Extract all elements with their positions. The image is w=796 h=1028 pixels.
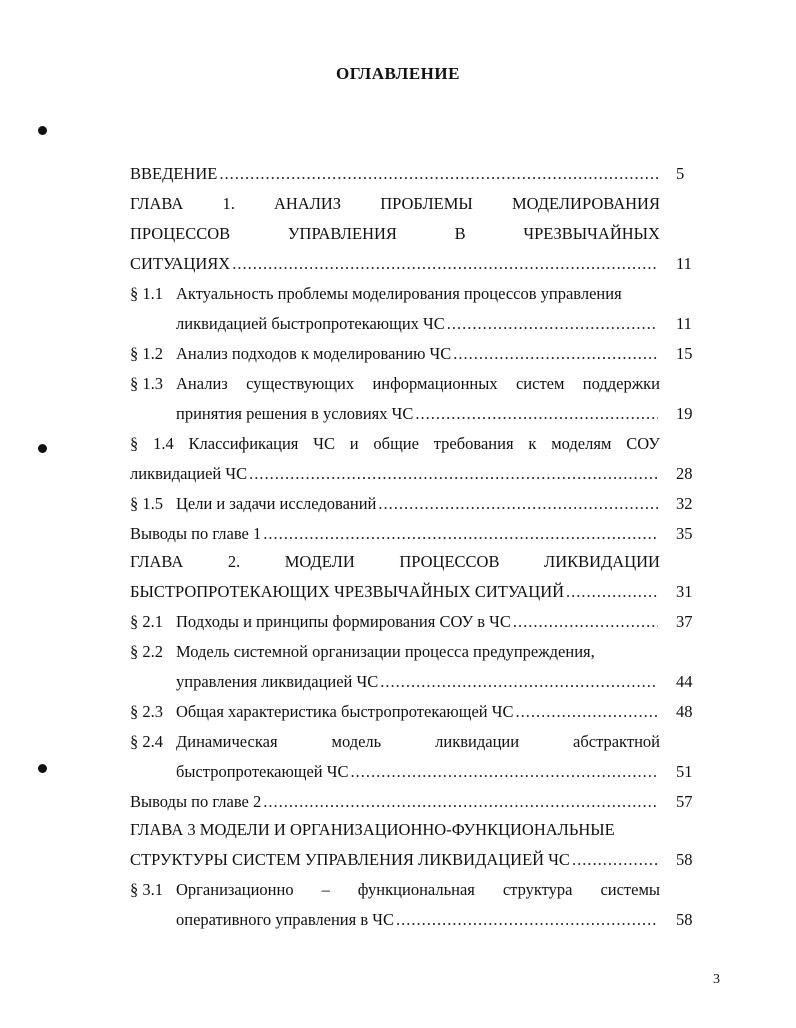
toc-entry-label: Анализ подходов к моделированию ЧС <box>176 344 452 363</box>
page-number: 3 <box>713 972 720 987</box>
toc-word: модель <box>331 732 382 751</box>
toc-entry <box>176 314 660 334</box>
dot-leader <box>232 254 658 274</box>
toc-page-number: 37 <box>676 612 693 631</box>
dot-leader <box>249 464 658 484</box>
dot-leader <box>263 792 658 812</box>
section-number: § 3.1 <box>130 880 163 899</box>
toc-page-number: 48 <box>676 702 693 721</box>
toc-entry-label: Общая характеристика быстропротекающей ЧС <box>176 702 514 721</box>
toc-word: общие <box>373 434 419 453</box>
dot-leader <box>447 314 658 334</box>
toc-word: ПРОБЛЕМЫ <box>380 194 473 213</box>
section-number: § 2.4 <box>130 732 163 751</box>
toc-entry-label: ликвидацией ЧС <box>130 464 248 483</box>
section-number: § 1.1 <box>130 284 163 303</box>
toc-entry-label: быстропротекающей ЧС <box>176 762 349 781</box>
toc-entry <box>176 612 660 632</box>
dot-leader <box>351 762 659 782</box>
toc-word: функциональная <box>357 880 475 899</box>
toc-word: требования <box>433 434 514 453</box>
toc-line-justified <box>130 552 660 572</box>
toc-entry-label: принятия решения в условиях ЧС <box>176 404 414 423</box>
binding-hole-middle <box>38 444 47 453</box>
dot-leader <box>566 582 658 602</box>
toc-entry <box>176 344 660 364</box>
toc-entry <box>130 164 660 184</box>
toc-word: системы <box>600 880 660 899</box>
toc-entry <box>176 702 660 722</box>
toc-word: ГЛАВА <box>130 552 184 571</box>
toc-page-number: 58 <box>676 850 693 869</box>
toc-word: Классификация <box>188 434 299 453</box>
toc-entry-label: Выводы по главе 1 <box>130 524 262 543</box>
toc-page-number: 32 <box>676 494 693 513</box>
toc-page-number: 15 <box>676 344 693 363</box>
toc-entry-label: Актуальность проблемы моделирования процессов управления <box>176 284 622 303</box>
toc-line-justified <box>176 880 660 900</box>
toc-page-number: 31 <box>676 582 693 601</box>
dot-leader <box>453 344 658 364</box>
toc-word: – <box>321 880 330 899</box>
toc-entry-label: ликвидацией быстропротекающих ЧС <box>176 314 445 333</box>
toc-line-justified <box>130 224 660 244</box>
toc-word: Анализ <box>176 374 228 393</box>
binding-hole-top <box>38 126 47 135</box>
toc-line-justified <box>176 732 660 752</box>
toc-page-number: 11 <box>676 314 692 333</box>
toc-word: 2. <box>227 552 241 571</box>
toc-entry <box>130 582 660 602</box>
section-number: § 1.2 <box>130 344 163 363</box>
toc-page-number: 57 <box>676 792 693 811</box>
toc-line-justified <box>176 374 660 394</box>
dot-leader <box>263 524 658 544</box>
toc-word: УПРАВЛЕНИЯ <box>287 224 397 243</box>
toc-word: абстрактной <box>573 732 660 751</box>
toc-entry-label: ВВЕДЕНИЕ <box>130 164 218 183</box>
toc-page-number: 58 <box>676 910 693 929</box>
section-number: § 2.3 <box>130 702 163 721</box>
toc-word: ПРОЦЕССОВ <box>130 224 231 243</box>
toc-entry-label: СТРУКТУРЫ СИСТЕМ УПРАВЛЕНИЯ ЛИКВИДАЦИЕЙ ЧС <box>130 850 570 869</box>
toc-word: ГЛАВА <box>130 194 184 213</box>
dot-leader <box>378 494 658 514</box>
toc-word: и <box>349 434 359 453</box>
section-number: § 1.5 <box>130 494 163 513</box>
toc-word: информационных <box>372 374 498 393</box>
toc-page-number: 44 <box>676 672 693 691</box>
toc-word: В <box>454 224 466 243</box>
toc-word: ЛИКВИДАЦИИ <box>544 552 660 571</box>
toc-entry-label: БЫСТРОПРОТЕКАЮЩИХ ЧРЕЗВЫЧАЙНЫХ СИТУАЦИЙ <box>130 582 565 601</box>
section-number: § 2.1 <box>130 612 163 631</box>
toc-line-justified <box>130 434 660 454</box>
section-number: § 1.3 <box>130 374 163 393</box>
section-number: § 2.2 <box>130 642 163 661</box>
toc-entry <box>130 254 660 274</box>
toc-word: Организационно <box>176 880 294 899</box>
toc-entry-label: СИТУАЦИЯХ <box>130 254 231 273</box>
toc-entry <box>130 464 660 484</box>
toc-entry <box>130 850 660 870</box>
toc-word: ПРОЦЕССОВ <box>399 552 500 571</box>
toc-word: ликвидации <box>435 732 520 751</box>
toc-page-number: 5 <box>676 164 685 183</box>
dot-leader <box>513 612 658 632</box>
dot-leader <box>515 702 658 722</box>
toc-entry-label: Модель системной организации процесса предупреждения, <box>176 642 595 661</box>
toc-word: МОДЕЛИРОВАНИЯ <box>511 194 660 213</box>
toc-word: АНАЛИЗ <box>273 194 342 213</box>
toc-word: 1.4 <box>153 434 174 453</box>
toc-page-number: 28 <box>676 464 693 483</box>
toc-entry <box>176 910 660 930</box>
toc-page-number: 35 <box>676 524 693 543</box>
toc-entry <box>176 762 660 782</box>
dot-leader <box>572 850 658 870</box>
toc-page-number: 11 <box>676 254 692 273</box>
toc-entry-label: оперативного управления в ЧС <box>176 910 394 929</box>
toc-word: к <box>528 434 537 453</box>
toc-entry-label: управления ликвидацией ЧС <box>176 672 379 691</box>
toc-word: поддержки <box>582 374 660 393</box>
toc-word: МОДЕЛИ <box>284 552 355 571</box>
toc-word: моделям <box>551 434 612 453</box>
toc-entry <box>176 672 660 692</box>
toc-word: 1. <box>222 194 235 213</box>
toc-line-justified <box>130 194 660 214</box>
toc-word: систем <box>515 374 565 393</box>
binding-hole-bottom <box>38 764 47 773</box>
toc-entry <box>130 792 660 812</box>
dot-leader <box>219 164 658 184</box>
toc-entry <box>176 494 660 514</box>
toc-entry <box>176 404 660 424</box>
dot-leader <box>415 404 658 424</box>
dot-leader <box>396 910 658 930</box>
toc-word: структура <box>502 880 573 899</box>
toc-word: существующих <box>246 374 355 393</box>
toc-word: § <box>130 434 139 453</box>
toc-entry-label: Выводы по главе 2 <box>130 792 262 811</box>
toc-entry-label: Подходы и принципы формирования СОУ в ЧС <box>176 612 511 631</box>
toc-word: ЧРЕЗВЫЧАЙНЫХ <box>523 224 660 243</box>
toc-entry <box>130 524 660 544</box>
toc-word: СОУ <box>626 434 660 453</box>
toc-page-number: 51 <box>676 762 693 781</box>
page-title: ОГЛАВЛЕНИЕ <box>336 64 460 83</box>
toc-entry-label: Цели и задачи исследований <box>176 494 377 513</box>
toc-word: Динамическая <box>176 732 278 751</box>
toc-page-number: 19 <box>676 404 693 423</box>
toc-word: ЧС <box>313 434 335 453</box>
toc-entry-label: ГЛАВА 3 МОДЕЛИ И ОРГАНИЗАЦИОННО-ФУНКЦИОНАЛЬНЫЕ <box>130 820 615 839</box>
dot-leader <box>380 672 658 692</box>
